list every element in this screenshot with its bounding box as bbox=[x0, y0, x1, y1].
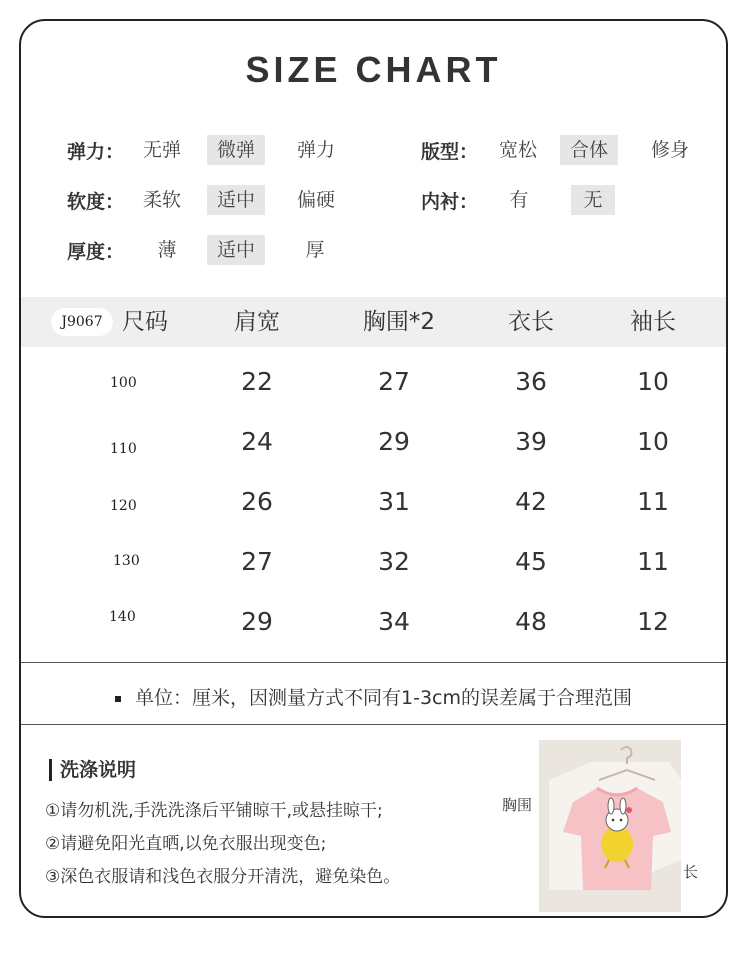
product-code: J9067 bbox=[51, 308, 113, 336]
size-cell: 120 bbox=[110, 498, 137, 514]
size-table-header bbox=[21, 297, 726, 347]
opt-fit-2: 修身 bbox=[650, 139, 689, 161]
attr-label-elasticity: 弹力： bbox=[67, 140, 125, 163]
size-chart-card bbox=[19, 19, 728, 918]
sleeve-cell: 12 bbox=[637, 607, 669, 636]
chest-label: 胸围 bbox=[502, 796, 533, 814]
header-size: 尺码 bbox=[122, 309, 168, 335]
chest-cell: 29 bbox=[378, 427, 410, 456]
page-title: SIZE CHART bbox=[245, 49, 502, 90]
shoulder-cell: 24 bbox=[241, 427, 273, 456]
attr-label-lining: 内衬： bbox=[421, 190, 479, 213]
header-length: 衣长 bbox=[508, 309, 554, 335]
shoulder-cell: 22 bbox=[241, 367, 273, 396]
sleeve-cell: 11 bbox=[637, 487, 669, 516]
sleeve-cell: 11 bbox=[637, 547, 669, 576]
attr-fit bbox=[421, 135, 478, 165]
opt-softness-0: 柔软 bbox=[142, 189, 181, 211]
opt-thickness-2: 厚 bbox=[305, 239, 325, 261]
chest-cell: 27 bbox=[378, 367, 410, 396]
sleeve-cell: 10 bbox=[637, 367, 669, 396]
divider bbox=[21, 662, 726, 663]
header-chest: 胸围*2 bbox=[362, 309, 436, 335]
attr-label-thickness: 厚度： bbox=[67, 240, 125, 263]
opt-elasticity-1: 微弹 bbox=[207, 135, 265, 165]
opt-thickness-0: 薄 bbox=[157, 239, 177, 261]
opt-lining-0: 有 bbox=[509, 189, 529, 211]
length-cell: 36 bbox=[515, 367, 547, 396]
unit-note-text: 单位：厘米，因测量方式不同有1-3cm的误差属于合理范围 bbox=[135, 687, 632, 709]
shoulder-cell: 27 bbox=[241, 547, 273, 576]
unit-note bbox=[21, 683, 726, 710]
chest-cell: 34 bbox=[378, 607, 410, 636]
attr-lining bbox=[421, 185, 478, 215]
header-sleeve: 袖长 bbox=[630, 309, 676, 335]
bullet-icon bbox=[115, 696, 121, 702]
opt-elasticity-0: 无弹 bbox=[142, 139, 181, 161]
opt-fit-1: 合体 bbox=[560, 135, 618, 165]
divider bbox=[21, 724, 726, 725]
size-cell: 110 bbox=[110, 441, 137, 457]
size-cell: 100 bbox=[110, 375, 137, 391]
opt-elasticity-2: 弹力 bbox=[296, 139, 335, 161]
wash-item: ①请勿机洗,手洗洗涤后平铺晾干,或悬挂晾干; bbox=[45, 801, 383, 821]
opt-fit-0: 宽松 bbox=[498, 139, 537, 161]
opt-softness-1: 适中 bbox=[207, 185, 265, 215]
sleeve-cell: 10 bbox=[637, 427, 669, 456]
length-cell: 48 bbox=[515, 607, 547, 636]
product-photo bbox=[539, 740, 681, 912]
attr-label-softness: 软度： bbox=[67, 190, 125, 213]
wash-item: ②请避免阳光直晒,以免衣服出现变色; bbox=[45, 834, 327, 854]
wash-item: ③深色衣服请和浅色衣服分开清洗，避免染色。 bbox=[45, 867, 401, 887]
shoulder-cell: 29 bbox=[241, 607, 273, 636]
length-cell: 42 bbox=[515, 487, 547, 516]
length-cell: 39 bbox=[515, 427, 547, 456]
shoulder-cell: 26 bbox=[241, 487, 273, 516]
attr-thickness bbox=[67, 235, 124, 265]
header-shoulder: 肩宽 bbox=[234, 309, 280, 335]
opt-softness-2: 偏硬 bbox=[296, 189, 335, 211]
length-label: 长 bbox=[683, 863, 699, 881]
tshirt-illustration bbox=[539, 740, 681, 912]
chest-cell: 31 bbox=[378, 487, 410, 516]
size-cell: 130 bbox=[113, 553, 140, 569]
length-cell: 45 bbox=[515, 547, 547, 576]
attr-label-fit: 版型： bbox=[421, 140, 479, 163]
wash-title: 洗涤说明 bbox=[49, 759, 136, 781]
attr-elasticity bbox=[67, 135, 124, 165]
opt-lining-1: 无 bbox=[571, 185, 615, 215]
opt-thickness-1: 适中 bbox=[207, 235, 265, 265]
chest-cell: 32 bbox=[378, 547, 410, 576]
size-cell: 140 bbox=[109, 609, 136, 625]
attr-softness bbox=[67, 185, 124, 215]
